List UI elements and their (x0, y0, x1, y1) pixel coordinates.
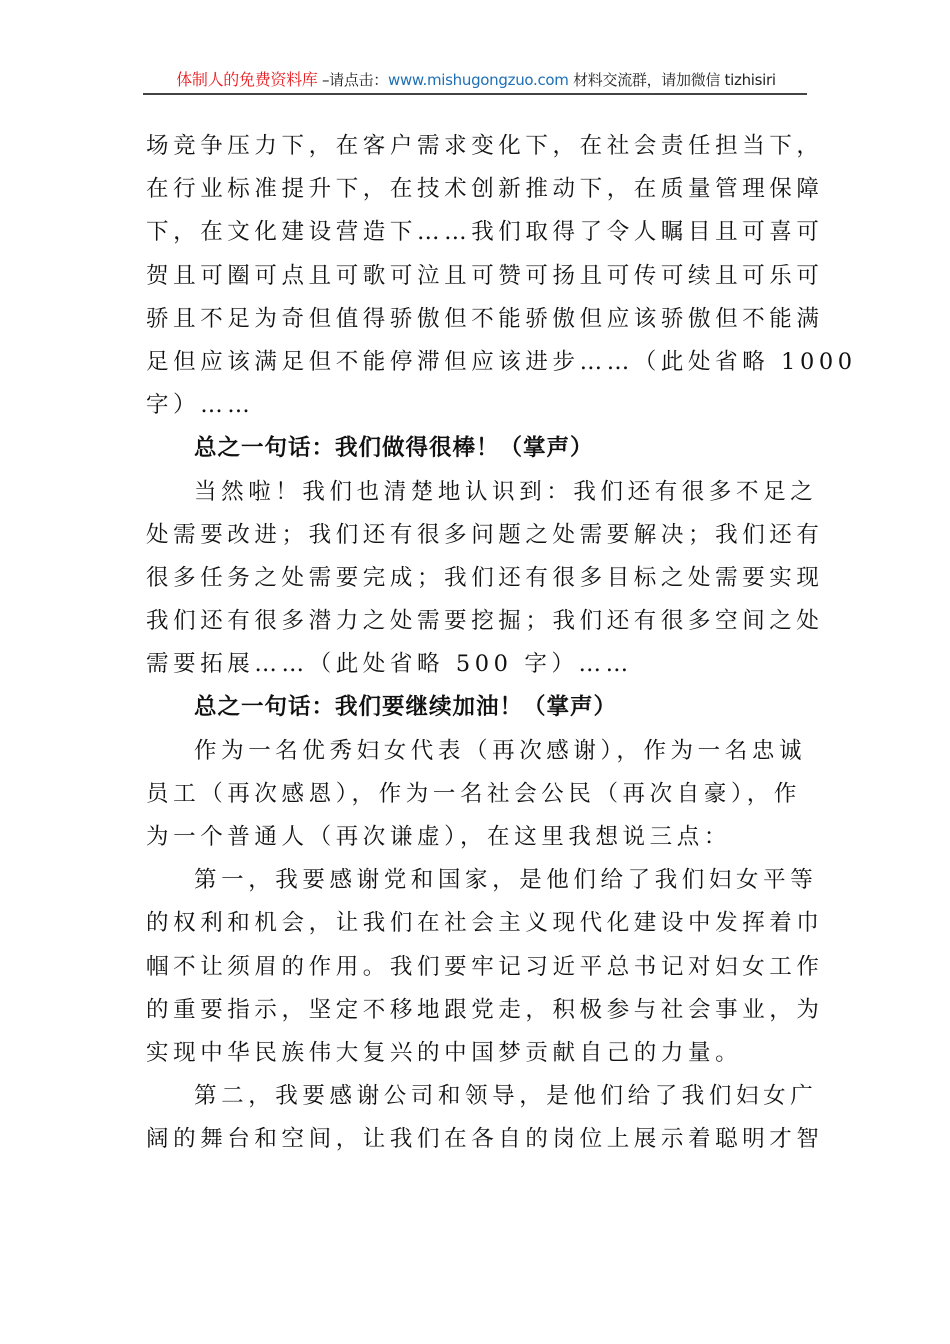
text-line: 在行业标准提升下，在技术创新推动下，在质量管理保障 (146, 176, 824, 203)
summary-heading: 总之一句话：我们做得很棒！（掌声） (194, 435, 594, 462)
text-line: 场竞争压力下，在客户需求变化下，在社会责任担当下， (146, 133, 824, 159)
text-line: 需要拓展……（此处省略 500 字）…… (146, 651, 633, 678)
text-line: 员工（再次感恩），作为一名社会公民（再次自豪），作 (146, 780, 802, 807)
text-line: 字）…… (146, 392, 255, 419)
summary-heading: 总之一句话：我们要继续加油！（掌声） (194, 694, 618, 721)
text-line: 我们还有很多潜力之处需要挖掘；我们还有很多空间之处 (146, 608, 824, 635)
text-line: 帼不让须眉的作用。我们要牢记习近平总书记对妇女工作 (146, 953, 824, 980)
text-line: 的重要指示，坚定不移地跟党走，积极参与社会事业，为 (146, 996, 824, 1023)
header-prompt: –请点击： (317, 71, 388, 89)
text-line: 第一，我要感谢党和国家，是他们给了我们妇女平等 (194, 867, 818, 894)
text-line: 足但应该满足但不能停滞但应该进步……（此处省略 1000 (146, 348, 857, 375)
page-header (145, 68, 807, 92)
text-line: 第二，我要感谢公司和领导，是他们给了我们妇女广 (194, 1083, 818, 1110)
header-tail: 材料交流群，请加微信 tizhisiri (568, 71, 776, 89)
text-line: 的权利和机会，让我们在社会主义现代化建设中发挥着巾 (146, 910, 824, 937)
body-text (146, 125, 857, 1162)
text-line: 下，在文化建设营造下……我们取得了令人瞩目且可喜可 (146, 219, 824, 246)
text-line: 作为一名优秀妇女代表（再次感谢），作为一名忠诚 (194, 737, 807, 764)
header-url-link[interactable]: www.mishugongzuo.com (387, 71, 569, 89)
text-line: 很多任务之处需要完成；我们还有很多目标之处需要实现 (146, 564, 824, 591)
text-line: 贺且可圈可点且可歌可泣且可赞可扬且可传可续且可乐可 (146, 262, 824, 289)
text-line: 骄且不足为奇但值得骄傲但不能骄傲但应该骄傲但不能满 (146, 305, 824, 332)
text-line: 当然啦！我们也清楚地认识到：我们还有很多不足之 (194, 478, 818, 505)
header-brand: 体制人的免费资料库 (176, 70, 318, 89)
text-line: 为一个普通人（再次谦虚），在这里我想说三点： (146, 824, 731, 850)
text-line: 实现中华民族伟大复兴的中国梦贡献自己的力量。 (146, 1039, 743, 1066)
text-line: 阔的舞台和空间，让我们在各自的岗位上展示着聪明才智 (146, 1126, 824, 1153)
header-divider (143, 93, 807, 95)
text-line: 处需要改进；我们还有很多问题之处需要解决；我们还有 (146, 521, 824, 548)
